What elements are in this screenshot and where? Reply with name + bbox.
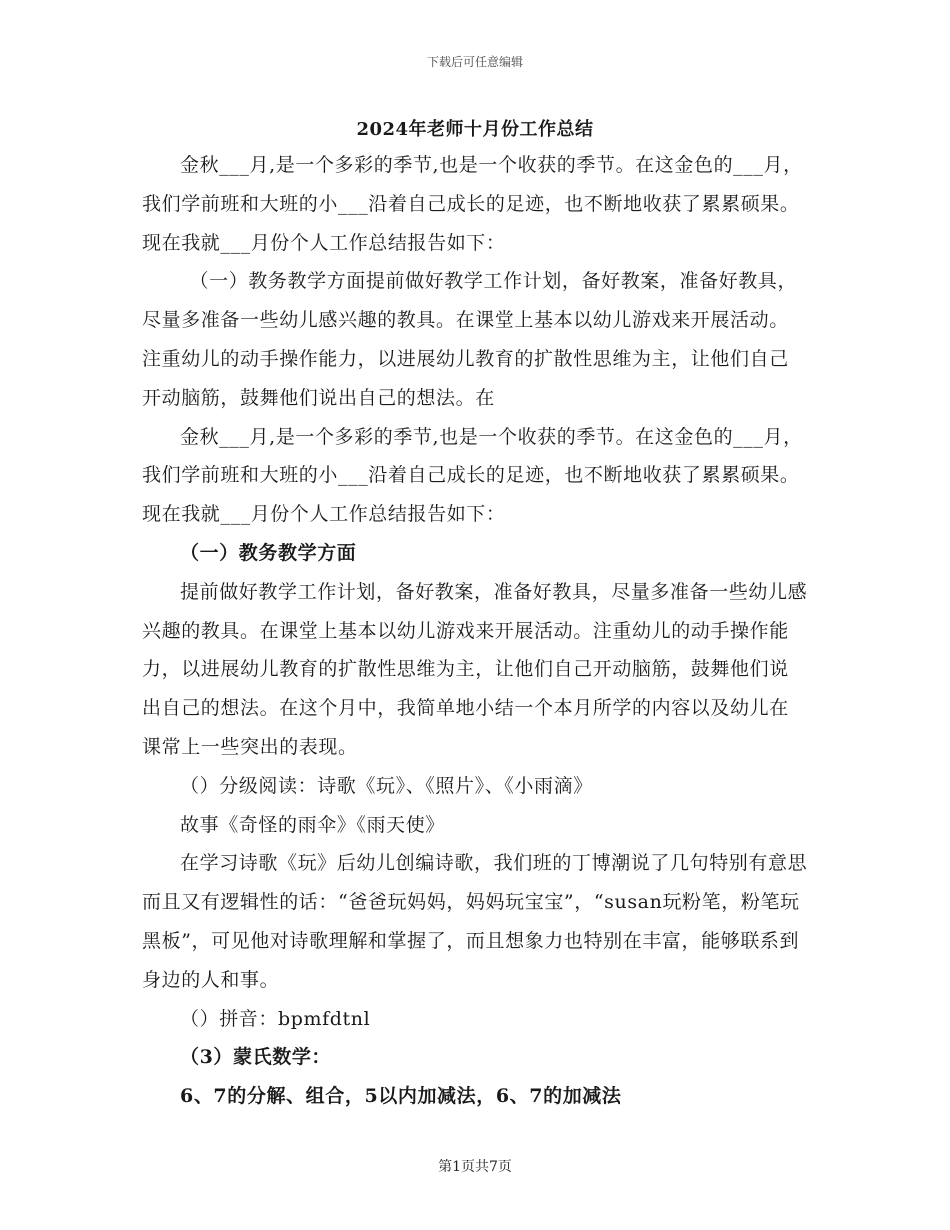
header-note: 下载后可任意编辑 xyxy=(426,55,523,69)
paragraph-intro-2: 金秋___月,是一个多彩的季节,也是一个收获的季节。在这金色的___月，我们学前班和大班的小___沿着自己成长的足迹，也不断地收获了累累硕果。现在我就___月份个人工作总结报告如下： xyxy=(142,425,803,526)
paragraph-stories: 故事《奇怪的雨伞》《雨天使》 xyxy=(180,813,445,836)
paragraph-math-content: 6、7的分解、组合，5以内加减法，6、7的加减法 xyxy=(180,1085,622,1108)
document-title: 2024年老师十月份工作总结 xyxy=(356,119,594,140)
paragraph-teaching-1: （一）教务教学方面提前做好教学工作计划，备好教案，准备好教具，尽量多准备一些幼儿感兴趣的教具。在课堂上基本以幼儿游戏来开展活动。注重幼儿的动手操作能力，以进展幼儿教育的扩散性思维为主，让他们自己开动脑筋，鼓舞他们说出自己的想法。在 xyxy=(142,270,798,409)
paragraph-poem-creation: 在学习诗歌《玩》后幼儿创编诗歌，我们班的丁博潮说了几句特别有意思而且又有逻辑性的话：“爸爸玩妈妈，妈妈玩宝宝”，“susan玩粉笔，粉笔玩黑板”，可见他对诗歌理解和掌握了，而且想象力也特别在丰富，能够联系到身边的人和事。 xyxy=(142,852,808,991)
page-number: 第1页共7页 xyxy=(438,1159,512,1175)
document-body xyxy=(142,146,808,1116)
section-heading-math: （3）蒙氏数学： xyxy=(180,1046,332,1069)
paragraph-reading: （）分级阅读：诗歌《玩》、《照片》、《小雨滴》 xyxy=(180,774,593,797)
paragraph-intro-1: 金秋___月,是一个多彩的季节,也是一个收获的季节。在这金色的___月，我们学前班和大班的小___沿着自己成长的足迹，也不断地收获了累累硕果。现在我就___月份个人工作总结报告如下： xyxy=(142,154,803,254)
paragraph-teaching-2: 提前做好教学工作计划，备好教案，准备好教具，尽量多准备一些幼儿感兴趣的教具。在课堂上基本以幼儿游戏来开展活动。注重幼儿的动手操作能力，以进展幼儿教育的扩散性思维为主，让他们自己开动脑筋，鼓舞他们说出自己的想法。在这个月中，我简单地小结一个本月所学的内容以及幼儿在课常上一些突出的表现。 xyxy=(142,580,808,758)
paragraph-pinyin: （）拼音：bpmfdtnl xyxy=(180,1007,371,1030)
section-heading-teaching: （一）教务教学方面 xyxy=(180,541,357,564)
